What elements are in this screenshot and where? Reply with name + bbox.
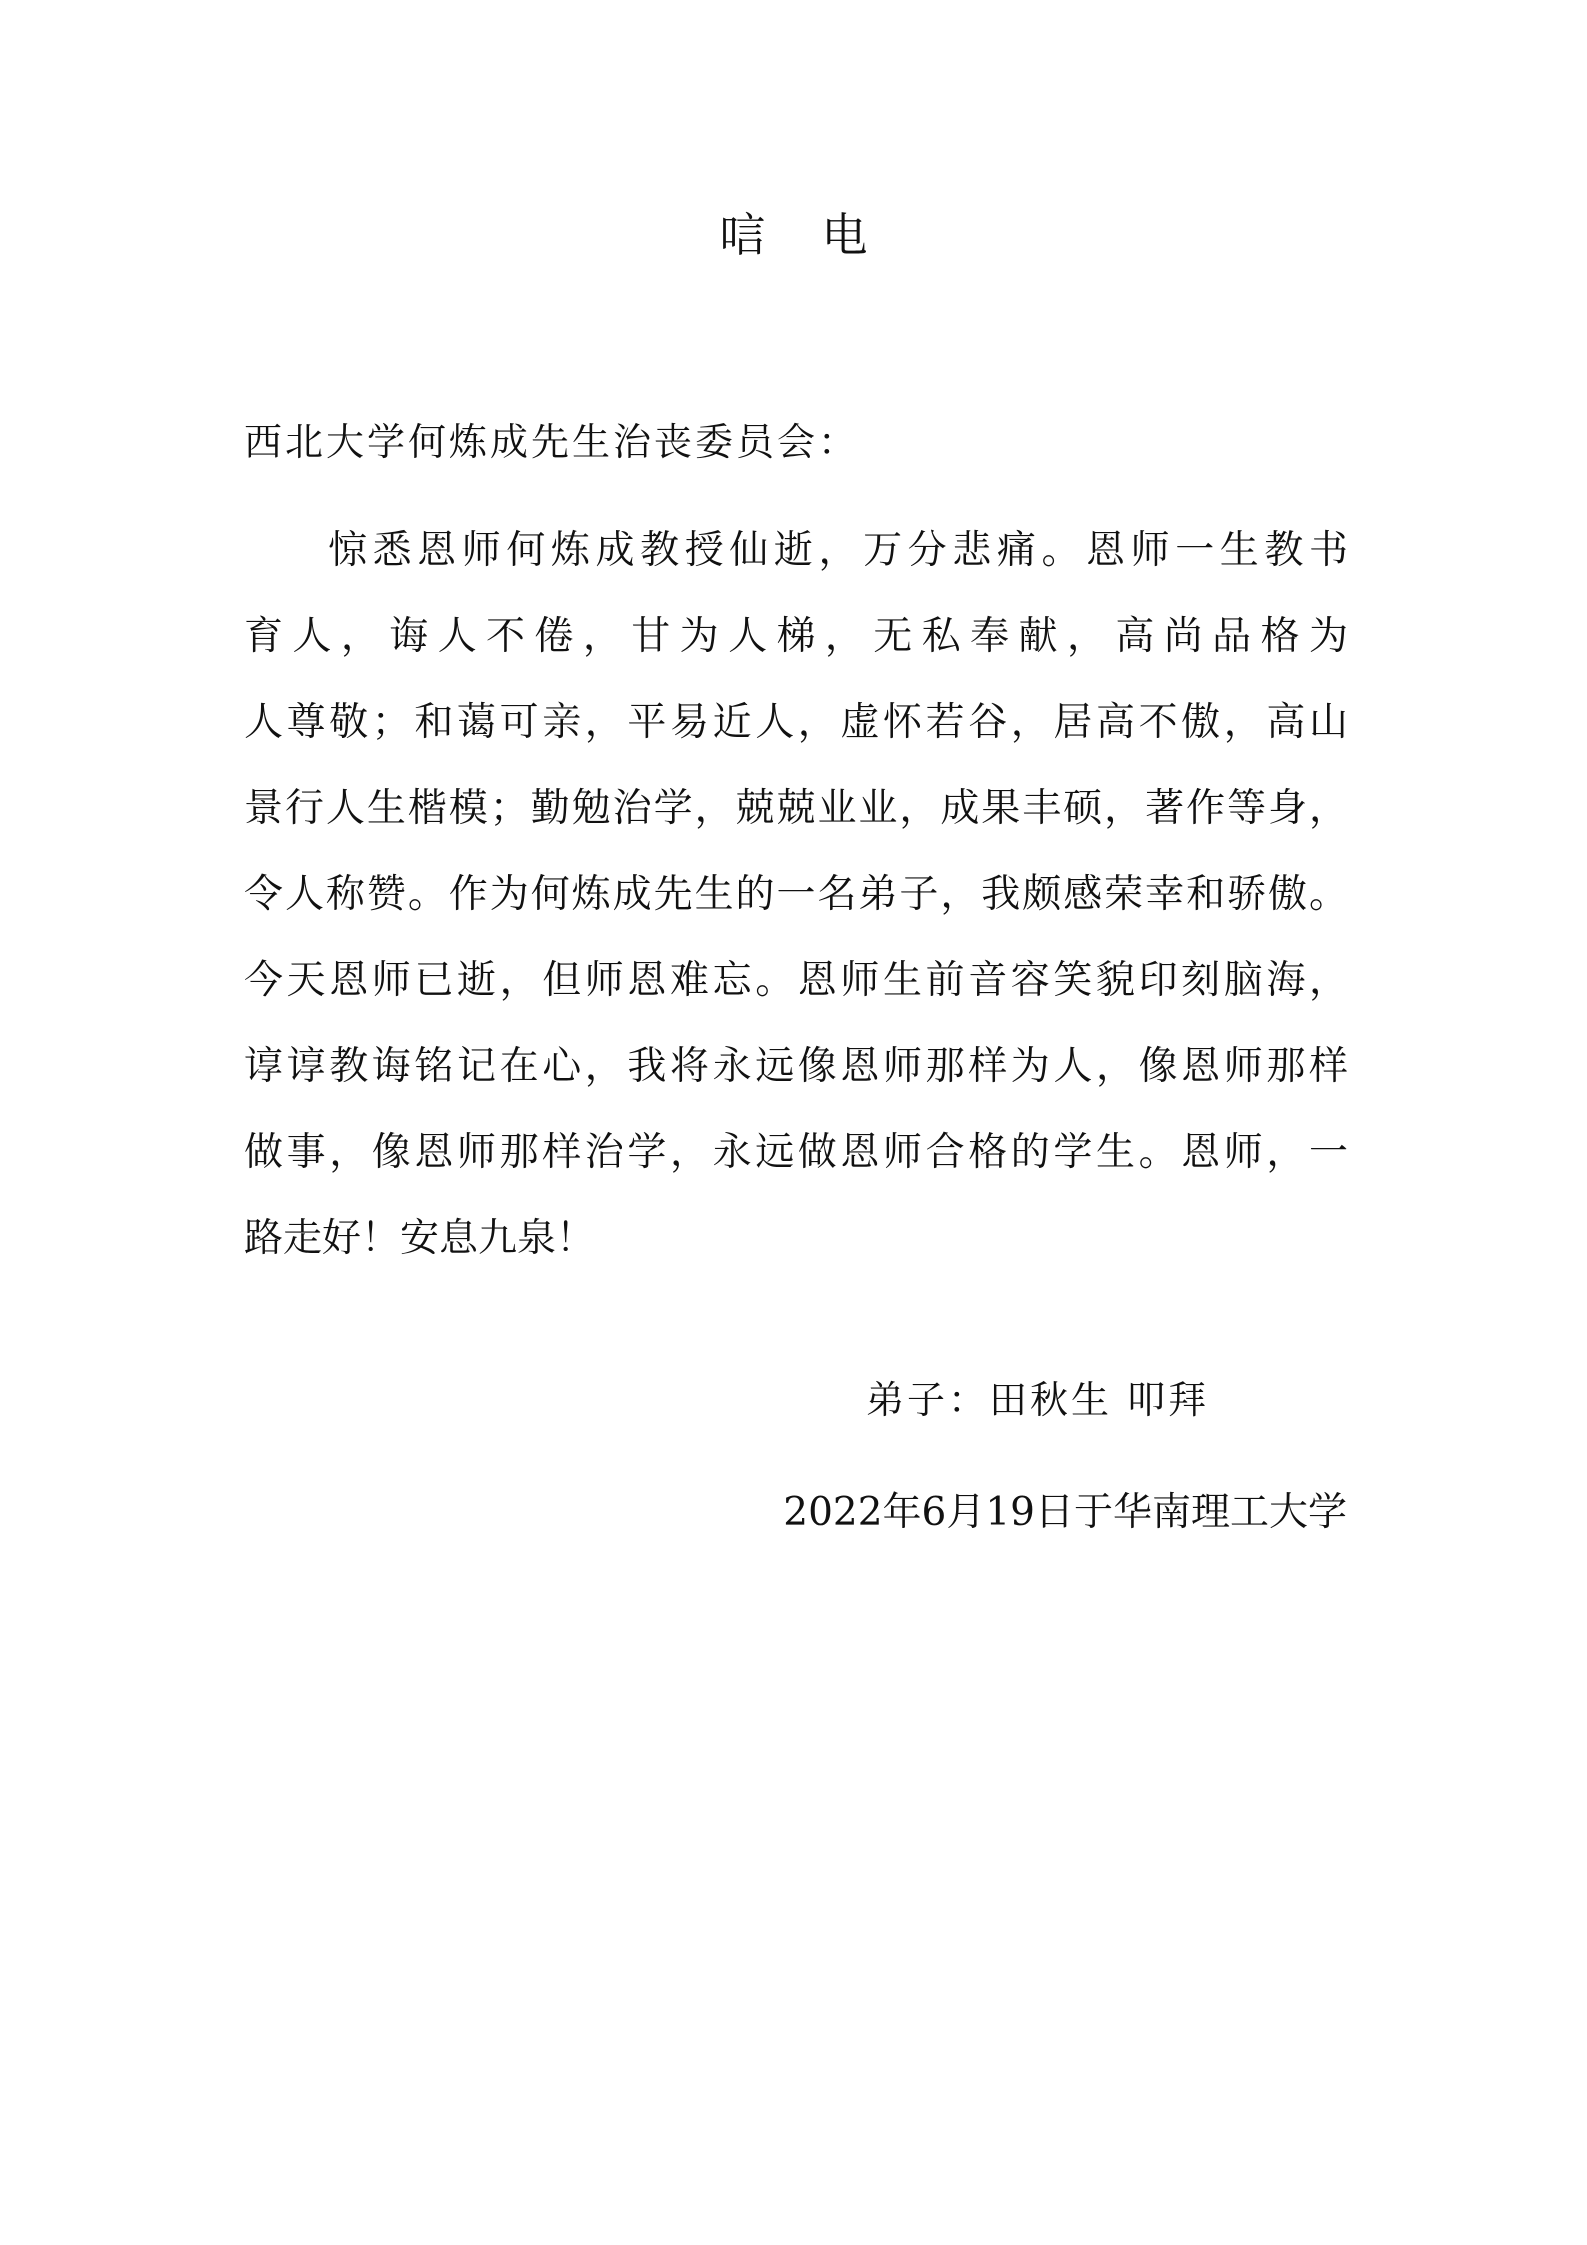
body-line: 景行人生楷模；勤勉治学，兢兢业业，成果丰硕，著作等身， — [244, 786, 1348, 831]
body-line: 今天恩师已逝，但师恩难忘。恩师生前音容笑貌印刻脑海， — [244, 958, 1348, 1003]
signer: 弟子：田秋生 叩拜 — [866, 1378, 1210, 1422]
body-line: 令人称赞。作为何炼成先生的一名弟子，我颇感荣幸和骄傲。 — [244, 872, 1348, 917]
body-line: 做事，像恩师那样治学，永远做恩师合格的学生。恩师，一 — [244, 1130, 1348, 1175]
body-text — [244, 508, 1348, 1282]
body-line: 惊悉恩师何炼成教授仙逝，万分悲痛。恩师一生教书 — [328, 528, 1348, 573]
body-line: 育人，诲人不倦，甘为人梯，无私奉献，高尚品格为 — [244, 614, 1348, 659]
body-line: 人尊敬；和蔼可亲，平易近人，虚怀若谷，居高不傲，高山 — [244, 700, 1348, 745]
salutation: 西北大学何炼成先生治丧委员会： — [244, 420, 860, 464]
document-title: 唁电 — [719, 208, 924, 262]
body-line: 路走好！安息九泉！ — [244, 1216, 596, 1261]
date-place: 2022年6月19日于华南理工大学 — [783, 1490, 1347, 1535]
body-line: 谆谆教诲铭记在心，我将永远像恩师那样为人，像恩师那样 — [244, 1044, 1348, 1089]
